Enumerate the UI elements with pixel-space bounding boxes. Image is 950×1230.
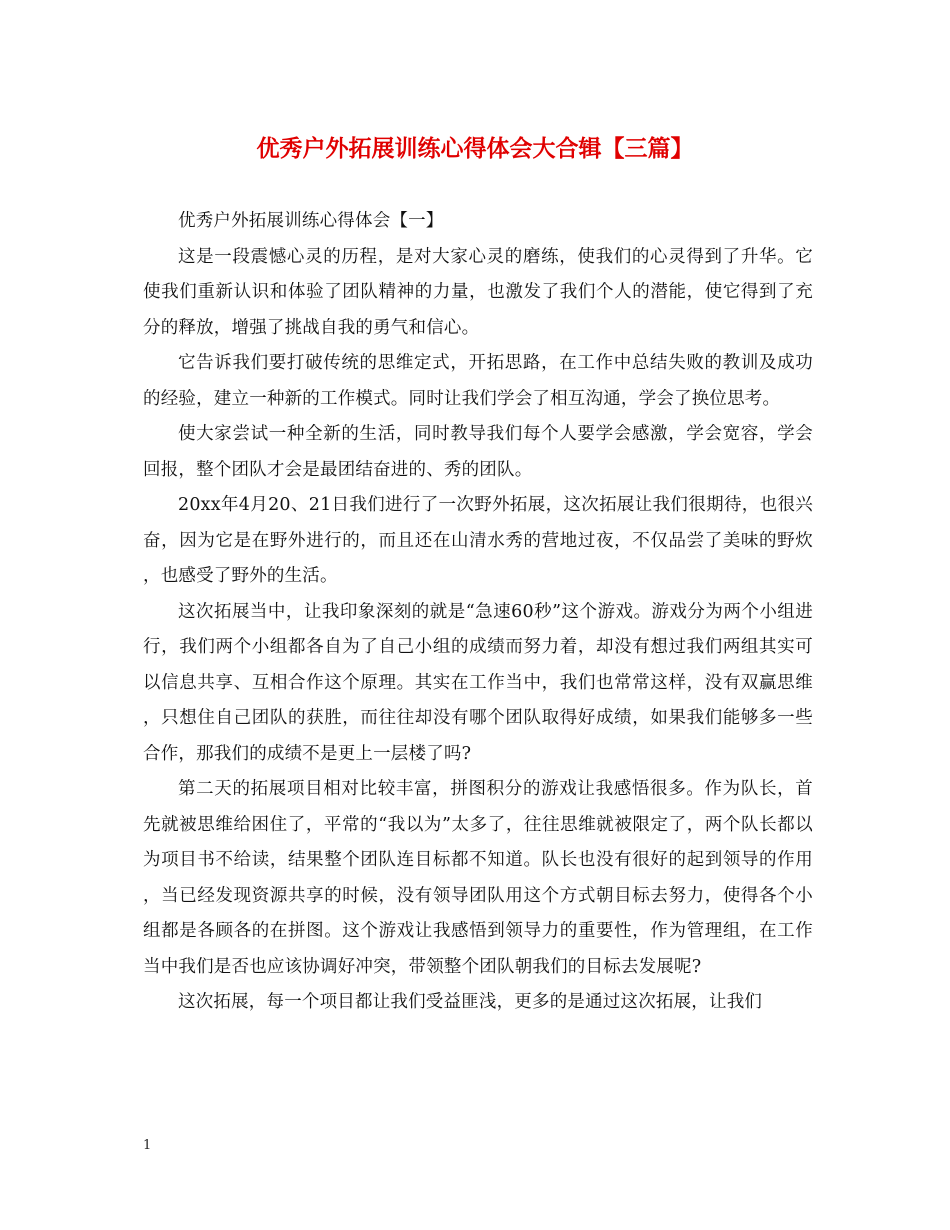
- paragraph: 它告诉我们要打破传统的思维定式，开拓思路，在工作中总结失败的教训及成功的经验，建立一种新的工作模式。同时让我们学会了相互沟通，学会了换位思考。: [143, 353, 813, 409]
- paragraph: 第二天的拓展项目相对比较丰富，拼图积分的游戏让我感悟很多。作为队长，首先就被思维给困住了，平常的“我以为”太多了，往往思维就被限定了，两个队长都以为项目书不给读，结果整个团队连目标都不知道。队长也没有很好的起到领导的作用，当已经发现资源共享的时候，没有领导团队用这个方式朝目标去努力，使得各个小组都是各顾各的在拼图。这个游戏让我感悟到领导力的重要性，作为管理组，在工作当中我们是否也应该协调好冲突，带领整个团队朝我们的目标去发展呢?: [143, 779, 813, 977]
- section-heading: 优秀户外拓展训练心得体会【一】: [178, 211, 444, 231]
- paragraph: 20xx年4月20、21日我们进行了一次野外拓展，这次拓展让我们很期待，也很兴奋，因为它是在野外进行的，而且还在山清水秀的营地过夜，不仅品尝了美味的野炊，也感受了野外的生活。: [143, 495, 813, 586]
- page-number: 1: [143, 1138, 152, 1153]
- document-body: [143, 204, 813, 1021]
- paragraph: 这次拓展，每一个项目都让我们受益匪浅，更多的是通过这次拓展，让我们: [178, 992, 763, 1012]
- document-title: 优秀户外拓展训练心得体会大合辑【三篇】: [256, 136, 694, 162]
- paragraph: 这是一段震憾心灵的历程，是对大家心灵的磨练，使我们的心灵得到了升华。它使我们重新认识和体验了团队精神的力量，也激发了我们个人的潜能，使它得到了充分的释放，增强了挑战自我的勇气和信心。: [143, 246, 813, 338]
- paragraph: 这次拓展当中，让我印象深刻的就是“急速60秒”这个游戏。游戏分为两个小组进行，我们两个小组都各自为了自己小组的成绩而努力着，却没有想过我们两组其实可以信息共享、互相合作这个原理。其实在工作当中，我们也常常这样，没有双赢思维，只想住自己团队的获胜，而往往却没有哪个团队取得好成绩，如果我们能够多一些合作，那我们的成绩不是更上一层楼了吗?: [143, 601, 813, 764]
- paragraph: 使大家尝试一种全新的生活，同时教导我们每个人要学会感激，学会宽容，学会回报，整个团队才会是最团结奋进的、秀的团队。: [143, 424, 813, 480]
